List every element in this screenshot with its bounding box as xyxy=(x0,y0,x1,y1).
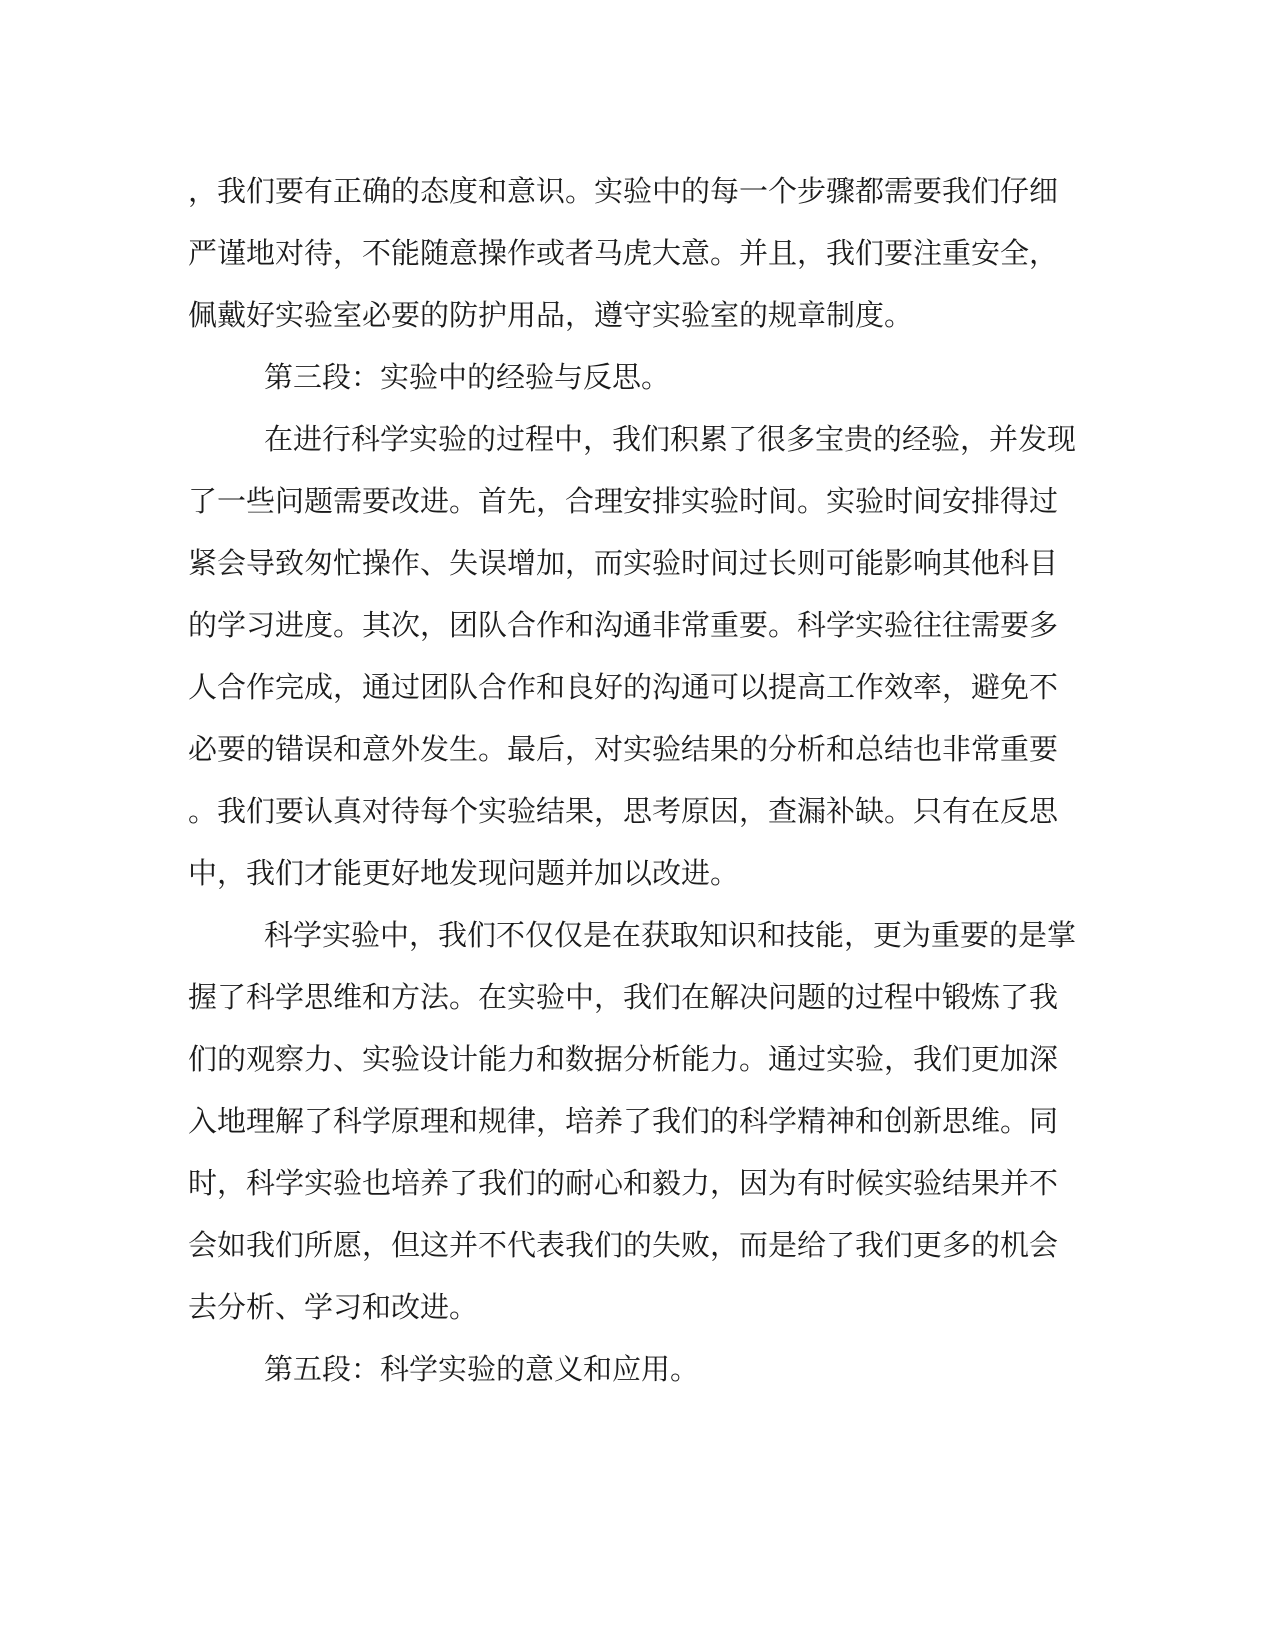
text-line: 的学习进度。其次，团队合作和沟通非常重要。科学实验往往需要多 xyxy=(188,608,1059,642)
document-body xyxy=(188,160,1088,1400)
text-line: 紧会导致匆忙操作、失误增加，而实验时间过长则可能影响其他科目 xyxy=(188,546,1059,580)
text-line: 严谨地对待，不能随意操作或者马虎大意。并且，我们要注重安全， xyxy=(188,236,1059,270)
text-line: 时，科学实验也培养了我们的耐心和毅力，因为有时候实验结果并不 xyxy=(188,1166,1059,1200)
text-line: 们的观察力、实验设计能力和数据分析能力。通过实验，我们更加深 xyxy=(188,1042,1059,1076)
text-line: 去分析、学习和改进。 xyxy=(188,1290,479,1324)
section-heading-3: 第三段：实验中的经验与反思。 xyxy=(264,360,671,394)
text-line: 中，我们才能更好地发现问题并加以改进。 xyxy=(188,856,740,890)
text-line: 。我们要认真对待每个实验结果，思考原因，查漏补缺。只有在反思 xyxy=(188,794,1059,828)
text-line: 了一些问题需要改进。首先，合理安排实验时间。实验时间安排得过 xyxy=(188,484,1059,518)
text-line: ，我们要有正确的态度和意识。实验中的每一个步骤都需要我们仔细 xyxy=(188,174,1059,208)
text-line: 科学实验中，我们不仅仅是在获取知识和技能，更为重要的是掌 xyxy=(264,918,1077,952)
text-line: 会如我们所愿，但这并不代表我们的失败，而是给了我们更多的机会 xyxy=(188,1228,1059,1262)
text-line: 人合作完成，通过团队合作和良好的沟通可以提高工作效率，避免不 xyxy=(188,670,1059,704)
text-line: 必要的错误和意外发生。最后，对实验结果的分析和总结也非常重要 xyxy=(188,732,1059,766)
text-line: 握了科学思维和方法。在实验中，我们在解决问题的过程中锻炼了我 xyxy=(188,980,1059,1014)
text-line: 入地理解了科学原理和规律，培养了我们的科学精神和创新思维。同 xyxy=(188,1104,1059,1138)
text-line: 佩戴好实验室必要的防护用品，遵守实验室的规章制度。 xyxy=(188,298,914,332)
section-heading-5: 第五段：科学实验的意义和应用。 xyxy=(264,1352,700,1386)
text-line: 在进行科学实验的过程中，我们积累了很多宝贵的经验，并发现 xyxy=(264,422,1077,456)
